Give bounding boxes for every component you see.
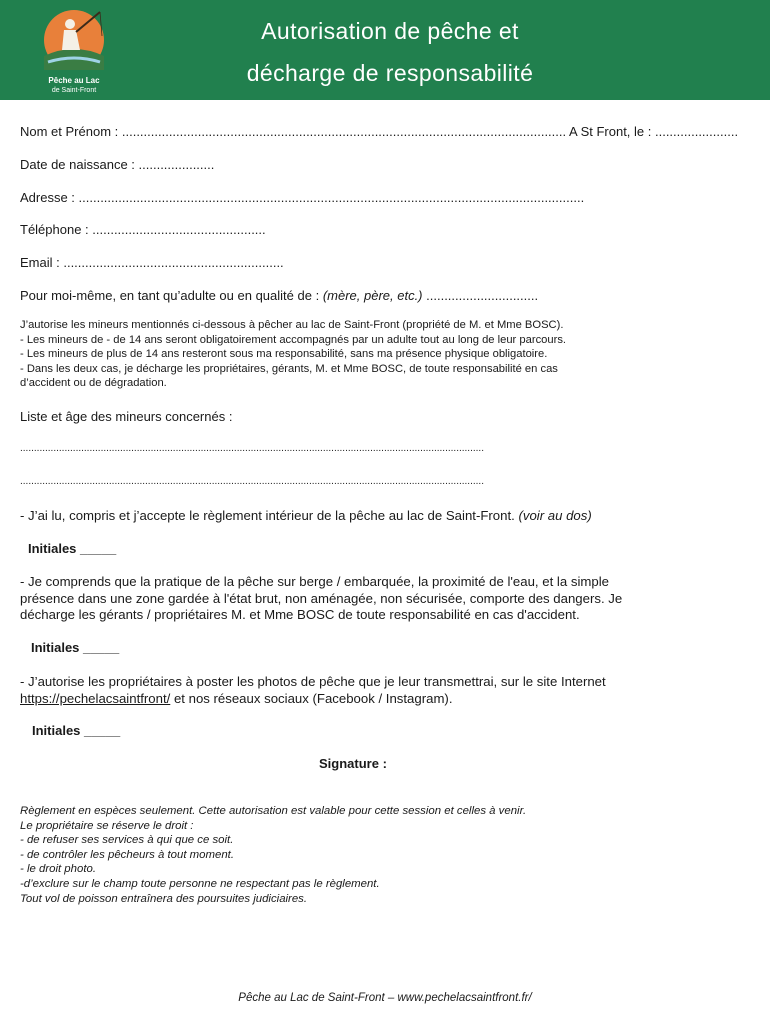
rules-line-3: - de refuser ses services à qui que ce soit. — [20, 834, 234, 847]
minors-label: Liste et âge des mineurs concernés : — [20, 409, 233, 424]
authorization-block — [20, 318, 740, 391]
capacity-label: Pour moi-même, en tant qu’adulte ou en qualité de : — [20, 288, 320, 303]
authorization-rule-1: - Les mineurs de - de 14 ans seront obligatoirement accompagnés par un adulte tout au long de leur parcours. — [20, 333, 567, 346]
authorization-rule-2: - Les mineurs de plus de 14 ans resteront sous ma responsabilité, sans ma présence physique obligatoire. — [20, 348, 548, 361]
rules-line-7: Tout vol de poisson entraînera des poursuites judiciaires. — [20, 892, 308, 905]
minors-line-2[interactable]: ....................................................................................................................................................................... — [20, 476, 484, 487]
website-link[interactable]: https://pechelacsaintfront/ — [20, 690, 171, 706]
address-field[interactable]: Adresse : ............................................................................................................................................ — [20, 190, 585, 205]
birthdate-field[interactable]: Date de naissance : ..................... — [20, 157, 215, 172]
minors-line-1[interactable]: ....................................................................................................................................................................... — [20, 443, 484, 454]
initials-field-2[interactable]: Initiales _____ — [31, 640, 120, 655]
phone-field[interactable]: Téléphone : ................................................ — [20, 222, 266, 237]
email-field[interactable]: Email : ............................................................. — [20, 255, 284, 270]
place-date-field[interactable]: A St Front, le : ....................... — [569, 124, 739, 139]
clause-danger — [20, 574, 750, 624]
logo-title: Pêche au Lac — [48, 76, 100, 85]
capacity-dots: ............................... — [426, 288, 539, 303]
rules-line-6: -d’exclure sur le champ toute personne ne respectant pas le règlement. — [20, 877, 380, 890]
logo — [34, 6, 114, 96]
clause-photos-line1: - J’autorise les propriétaires à poster les photos de pêche que je leur transmettrai, sur le site Internet — [20, 674, 606, 689]
logo-subtitle: de Saint-Front — [51, 87, 97, 94]
initials-field-1[interactable]: Initiales _____ — [28, 541, 117, 556]
header-banner — [0, 0, 770, 100]
capacity-field[interactable] — [20, 288, 538, 303]
document-title-line2: décharge de responsabilité — [246, 60, 534, 86]
clause-danger-line3: décharge les gérants / propriétaires M. et Mme BOSC de toute responsabilité en cas d'accident. — [20, 607, 580, 622]
page-footer: Pêche au Lac de Saint-Front – www.pechelacsaintfront.fr/ — [238, 992, 532, 1004]
clause-danger-line2: présence dans une zone gardée à l'état brut, non aménagée, non sécurisée, comporte des dangers. Je — [20, 590, 623, 606]
authorization-rule-3a: - Dans les deux cas, je décharge les propriétaires, gérants, M. et Mme BOSC, de toute responsabilité en cas — [20, 362, 558, 375]
clause-rules — [20, 508, 592, 523]
rules-line-1: Règlement en espèces seulement. Cette autorisation est valable pour cette session et celles à venir. — [20, 805, 527, 817]
signature-label[interactable]: Signature : — [319, 756, 387, 771]
name-field[interactable]: Nom et Prénom : ........................................................................................................................... — [20, 124, 567, 139]
authorization-rule-3b: d’accident ou de dégradation. — [20, 377, 167, 390]
authorization-intro: J’autorise les mineurs mentionnés ci-dessous à pêcher au lac de Saint-Front (propriété de M. et Mme BOSC). — [20, 319, 564, 331]
document-title-line1: Autorisation de pêche et — [261, 18, 519, 44]
rules-line-5: - le droit photo. — [20, 863, 96, 876]
clause-photos — [20, 674, 750, 707]
initials-field-3[interactable]: Initiales _____ — [32, 723, 121, 738]
rules-block — [20, 804, 740, 906]
clause-danger-line1: - Je comprends que la pratique de la pêche sur berge / embarquée, la proximité de l'eau, et la simple — [20, 574, 609, 589]
clause-photos-rest: et nos réseaux sociaux (Facebook / Instagram). — [170, 690, 453, 706]
rules-line-2: Le propriétaire se réserve le droit : — [20, 819, 194, 832]
clause-photos-line2 — [20, 691, 750, 708]
fisherman-logo-icon — [34, 6, 114, 76]
rules-line-4: - de contrôler les pêcheurs à tout moment. — [20, 848, 234, 861]
clause-rules-note: (voir au dos) — [518, 508, 592, 523]
capacity-example: (mère, père, etc.) — [322, 288, 423, 303]
clause-rules-text: - J’ai lu, compris et j’accepte le règlement intérieur de la pêche au lac de Saint-Front. — [20, 508, 515, 523]
